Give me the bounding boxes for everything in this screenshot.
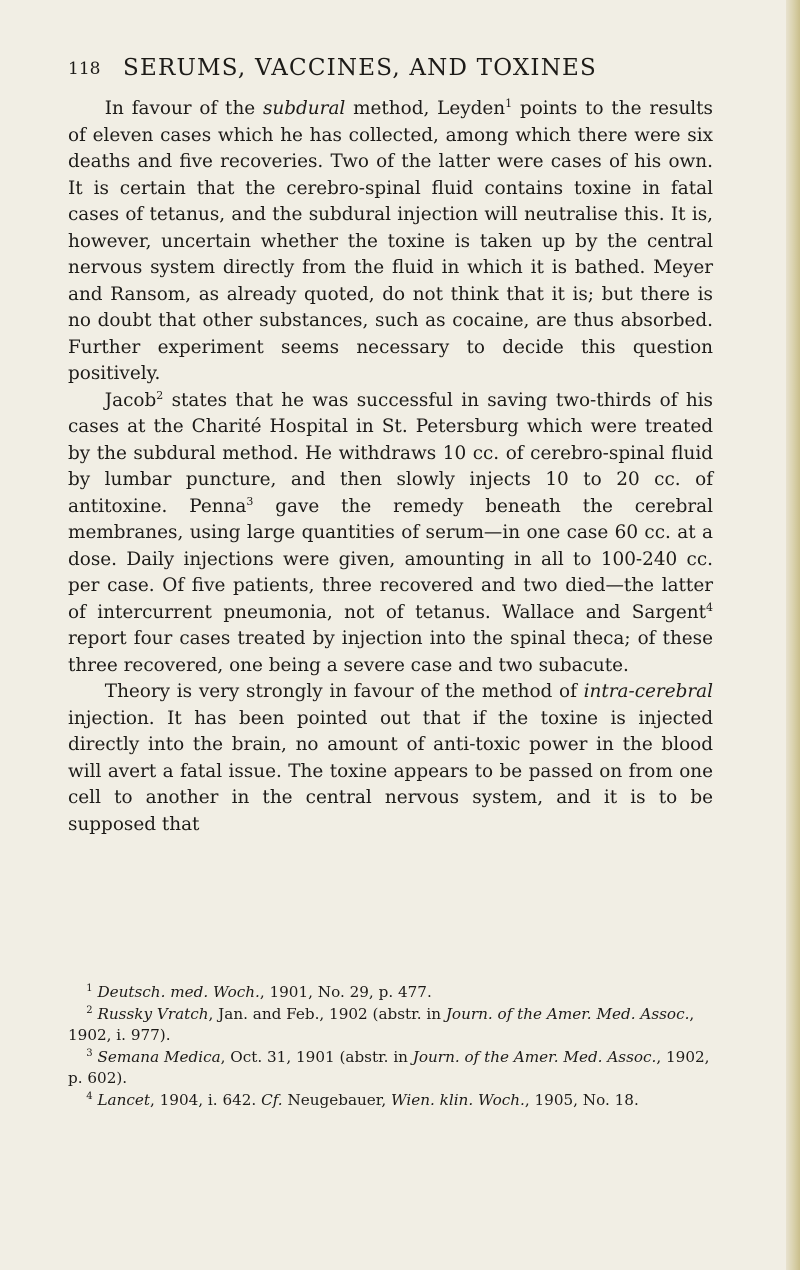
footnote-number: 4 [86,1090,93,1102]
body-text [68,96,713,838]
paragraph-1 [68,96,713,388]
text-run: , 1904, i. 642. [149,1090,262,1109]
text-run: , 1905, No. 18. [524,1090,639,1109]
italic-term: intra-cerebral [583,681,713,702]
text-run: , Jan. and Feb., 1902 (abstr. in [208,1004,446,1023]
journal-title: Journ. of the Amer. Med. Assoc. [412,1047,657,1066]
footnote-marker: 4 [706,600,713,614]
text-run: injection. It has been pointed out that if the toxine is injected directly into the brain, no amount of anti-toxic power in the blood will avert a fatal issue. The toxine appears to be passed on from one cell to another in the central nervous system, and it is to be supposed that [68,707,713,835]
italic-term: subdural [262,98,346,119]
journal-title: Lancet [97,1090,150,1109]
text-run: report four cases treated by injection into the spinal theca; of these three recovered, one being a severe case and two subacute. [68,628,713,676]
page-number: 118 [68,59,101,79]
text-run: Neugebauer, [282,1090,392,1109]
text-run: Theory is very strongly in favour of the method of [104,681,584,702]
journal-title: Semana Medica [97,1047,221,1066]
footnotes [68,982,713,1111]
text-run: , Oct. 31, 1901 (abstr. in [220,1047,413,1066]
footnote-number: 2 [86,1004,93,1016]
italic-abbrev: Cf. [261,1090,283,1109]
text-run: , 1902, p. 602). [68,1047,710,1087]
journal-title: Deutsch. med. Woch. [97,983,260,1001]
page-header [68,55,708,85]
footnote-marker: 2 [156,388,164,402]
footnote-4 [68,1090,713,1112]
journal-title: Journ. of the Amer. Med. Assoc. [445,1004,690,1023]
text-run: , 1901, No. 29, p. 477. [259,983,432,1001]
footnote-1 [68,982,713,1004]
text-run: points to the results of eleven cases which he has collected, among which there were six deaths and five recoveries. Two of the latter were cases of his own. It is certain that the cerebro-spinal fluid contains toxine in fatal cases of tetanus, and the subdural injection will neutralise this. It is, however, uncertain whether the toxine is taken up by the central nervous system directly from the fluid in which it is bathed. Meyer and Ransom, as already quoted, do not think that it is; but there is no doubt that other substances, such as cocaine, are thus absorbed. Further experiment seems necessary to decide this question positively. [68,98,713,384]
text-run: method, Leyden [345,98,506,119]
paragraph-2 [68,388,713,680]
footnote-number: 3 [86,1047,93,1059]
journal-title: Russky Vratch [97,1004,209,1023]
footnote-marker: 1 [505,96,513,110]
text-run: Jacob [104,389,157,411]
footnote-2 [68,1004,713,1047]
running-head: SERUMS, VACCINES, AND TOXINES [123,55,597,81]
page-edge [786,0,800,1270]
journal-title: Wien. klin. Woch. [391,1090,525,1109]
text-run: gave the remedy beneath the cerebral membranes, using large quantities of serum—in one case 60 cc. at a dose. Daily injections were given, amounting in all to 100-240 cc. per case. Of five patients, three recovered and two died—the latter of intercurrent pneumonia, not of tetanus. Wallace and Sargent [68,495,713,623]
footnote-number: 1 [86,982,93,994]
text-run: , 1902, i. 977). [68,1004,695,1044]
paragraph-3 [68,679,713,838]
text-run: states that he was successful in saving two-thirds of his cases at the Charité Hospital in St. Petersburg which were treated by the subdural method. He withdraws 10 cc. of cerebro-spinal fluid by lumbar puncture, and then slowly injects 10 to 20 cc. of antitoxine. Penna [68,389,713,517]
text-run: In favour of the [104,98,263,119]
footnote-3 [68,1047,713,1090]
footnote-marker: 3 [246,494,254,508]
